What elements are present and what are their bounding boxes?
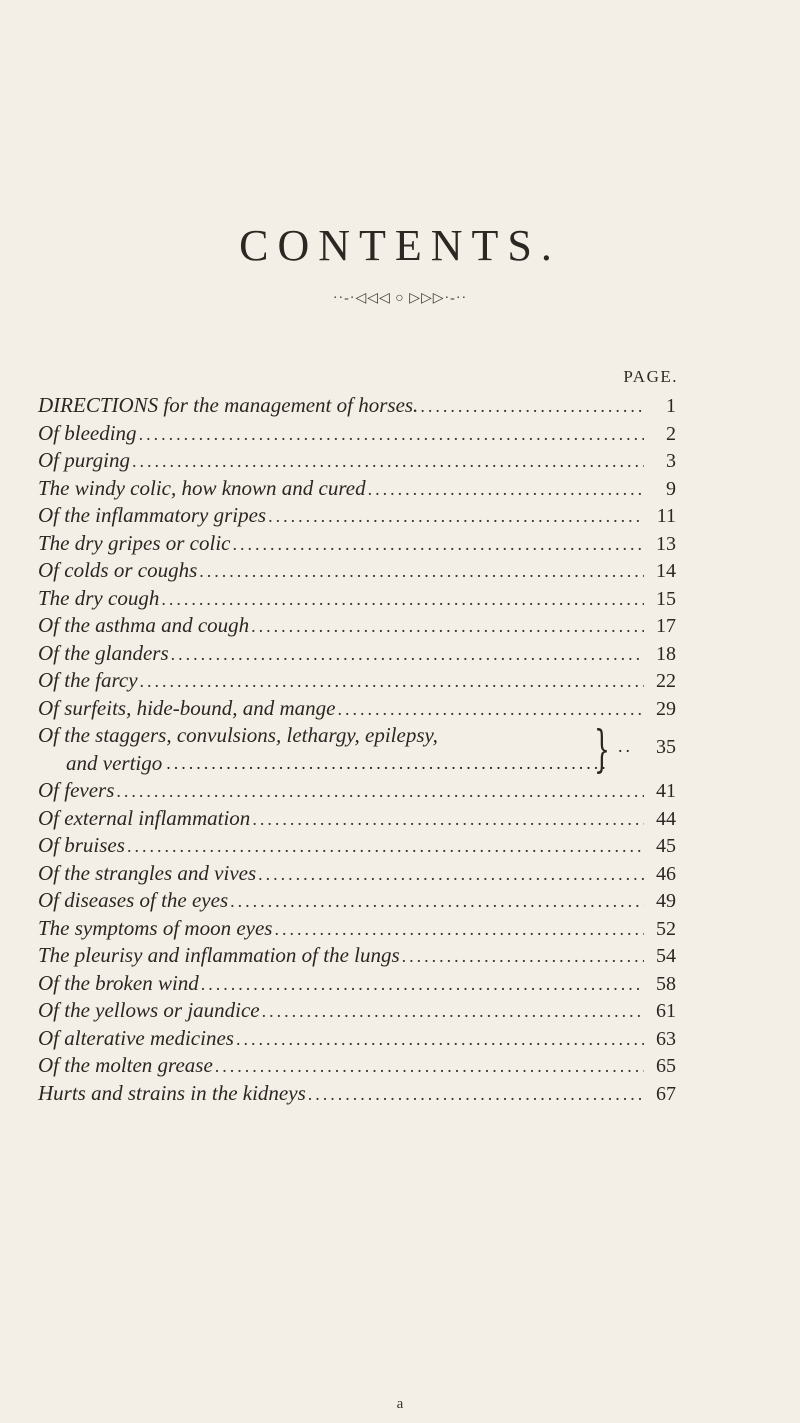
- toc-entry-page: 52: [656, 917, 676, 940]
- toc-entry: [38, 805, 676, 833]
- signature-mark: a: [396, 1396, 404, 1412]
- toc-entry-page: 65: [656, 1055, 676, 1077]
- leader-dots: [116, 778, 644, 806]
- leader-dots: [337, 696, 644, 724]
- toc-entry-page: 46: [656, 862, 676, 885]
- leader-dots: [368, 476, 644, 504]
- toc-entry-page: 2: [666, 422, 676, 445]
- toc-entry-title: The pleurisy and inflammation of the lungs: [38, 943, 400, 967]
- toc-entry-title: Of the farcy: [38, 668, 138, 692]
- leader-dots: [215, 1053, 644, 1081]
- toc-entry-title: The dry gripes or colic: [38, 530, 231, 555]
- toc-entry-title: DIRECTIONS for the management of horses.: [38, 393, 419, 417]
- leader-dots: [139, 421, 644, 449]
- toc-entry-page: 54: [656, 945, 676, 967]
- toc-entry-title: Of alterative medicines: [38, 1025, 234, 1050]
- toc-entry-title: Of bruises: [38, 833, 125, 857]
- leader-dots: [268, 503, 644, 531]
- leader-dots: [140, 668, 644, 696]
- leader-dots: [308, 1081, 644, 1109]
- toc-entry-title: Of the glanders: [38, 640, 169, 665]
- toc-entry: [38, 502, 676, 530]
- toc-entry: [38, 475, 676, 503]
- leader-dots: [420, 393, 644, 421]
- toc-entry-title-line1: Of the staggers, convulsions, lethargy, epilepsy,: [38, 723, 438, 747]
- leader-dots: [161, 586, 644, 614]
- page-column-label: PAGE.: [623, 367, 678, 386]
- toc-entry-title: The dry cough: [38, 585, 160, 610]
- leader-dots: [262, 998, 644, 1026]
- toc-entry: [38, 777, 676, 805]
- toc-entry: [38, 612, 676, 640]
- leader-dots: [402, 943, 644, 971]
- toc-entry-page: 17: [656, 615, 676, 637]
- leader-dots: [171, 641, 644, 669]
- toc-entry: [38, 942, 676, 970]
- leader-dots: [232, 531, 644, 559]
- toc-entry-page: 58: [656, 972, 676, 995]
- toc-entry: [38, 667, 676, 695]
- toc-entry-title: The symptoms of moon eyes: [38, 915, 273, 940]
- toc-entry-page: 13: [656, 532, 676, 555]
- toc-entry: [38, 832, 676, 860]
- toc-entry-page: 49: [656, 890, 676, 912]
- toc-entry-title: Of colds or coughs: [38, 558, 198, 582]
- toc-entry-title: Of the yellows or jaundice: [38, 998, 260, 1022]
- toc-entry-title: Of fevers: [38, 778, 115, 802]
- toc-entry-page: 15: [656, 587, 676, 610]
- leader-dots: [252, 806, 644, 834]
- toc-entry-title: Of purging: [38, 448, 130, 472]
- toc-entry-page: 63: [656, 1027, 676, 1050]
- toc-entry-title: Of the molten grease: [38, 1053, 213, 1077]
- leader-dots: [127, 833, 644, 861]
- leader-dots-short: ..: [618, 736, 633, 756]
- toc-entry-page: 44: [656, 807, 676, 830]
- toc-entry: [38, 530, 676, 558]
- page-title: CONTENTS.: [239, 221, 561, 270]
- toc-entry-page: 61: [656, 1000, 676, 1022]
- leader-dots: [236, 1026, 644, 1054]
- toc-entry: [38, 557, 676, 585]
- leader-dots: [132, 448, 644, 476]
- leader-dots: [230, 888, 644, 916]
- table-of-contents: [38, 392, 676, 1107]
- leader-dots: [166, 750, 606, 778]
- toc-entry-page: 11: [656, 505, 676, 527]
- toc-entry: [38, 420, 676, 448]
- toc-entry: [38, 585, 676, 613]
- toc-entry: [38, 392, 676, 420]
- toc-entry-title: The windy colic, how known and cured: [38, 475, 366, 500]
- toc-entry-page: 67: [656, 1082, 676, 1105]
- toc-entry-multiline: [38, 722, 676, 777]
- toc-entry-page: 22: [656, 670, 676, 692]
- toc-entry-title-line2-row: [66, 750, 606, 778]
- toc-entry-page: 35: [656, 736, 676, 758]
- toc-entry-page: 9: [666, 477, 676, 500]
- toc-entry-page: 3: [666, 450, 676, 472]
- toc-entry: [38, 1025, 676, 1053]
- toc-entry: [38, 970, 676, 998]
- toc-entry-page: 18: [656, 642, 676, 665]
- toc-entry: [38, 887, 676, 915]
- toc-entry: [38, 1080, 676, 1108]
- leader-dots: [274, 916, 644, 944]
- toc-entry: [38, 997, 676, 1025]
- leader-dots: [258, 861, 644, 889]
- leader-dots: [199, 558, 644, 586]
- toc-entry-page: 45: [656, 835, 676, 857]
- toc-entry: [38, 915, 676, 943]
- toc-entry: [38, 640, 676, 668]
- leader-dots: [201, 971, 644, 999]
- toc-entry-title: Of the asthma and cough: [38, 613, 250, 637]
- toc-entry-title: Of external inflammation: [38, 805, 251, 830]
- toc-entry-title: Of surfeits, hide-bound, and mange: [38, 695, 336, 720]
- toc-entry-title: Of the inflammatory gripes: [38, 503, 267, 527]
- toc-entry-title-line2: and vertigo: [66, 750, 163, 775]
- toc-entry-page: 14: [656, 560, 676, 582]
- toc-entry-page: 41: [656, 780, 676, 802]
- toc-entry: [38, 860, 676, 888]
- right-brace-icon: }: [594, 720, 610, 778]
- toc-entry: [38, 695, 676, 723]
- toc-entry-page: 1: [666, 395, 676, 417]
- toc-entry: [38, 1052, 676, 1080]
- toc-entry-title: Hurts and strains in the kidneys: [38, 1080, 306, 1105]
- toc-entry-title: Of the broken wind: [38, 970, 199, 995]
- ornament-divider: ··-·◁◁◁ ○ ▷▷▷·-··: [332, 291, 468, 306]
- toc-entry: [38, 447, 676, 475]
- toc-entry-title: Of the strangles and vives: [38, 860, 257, 885]
- leader-dots: [251, 613, 644, 641]
- toc-entry-title: Of bleeding: [38, 420, 137, 445]
- toc-entry-page: 29: [656, 697, 676, 720]
- toc-entry-title: Of diseases of the eyes: [38, 888, 229, 912]
